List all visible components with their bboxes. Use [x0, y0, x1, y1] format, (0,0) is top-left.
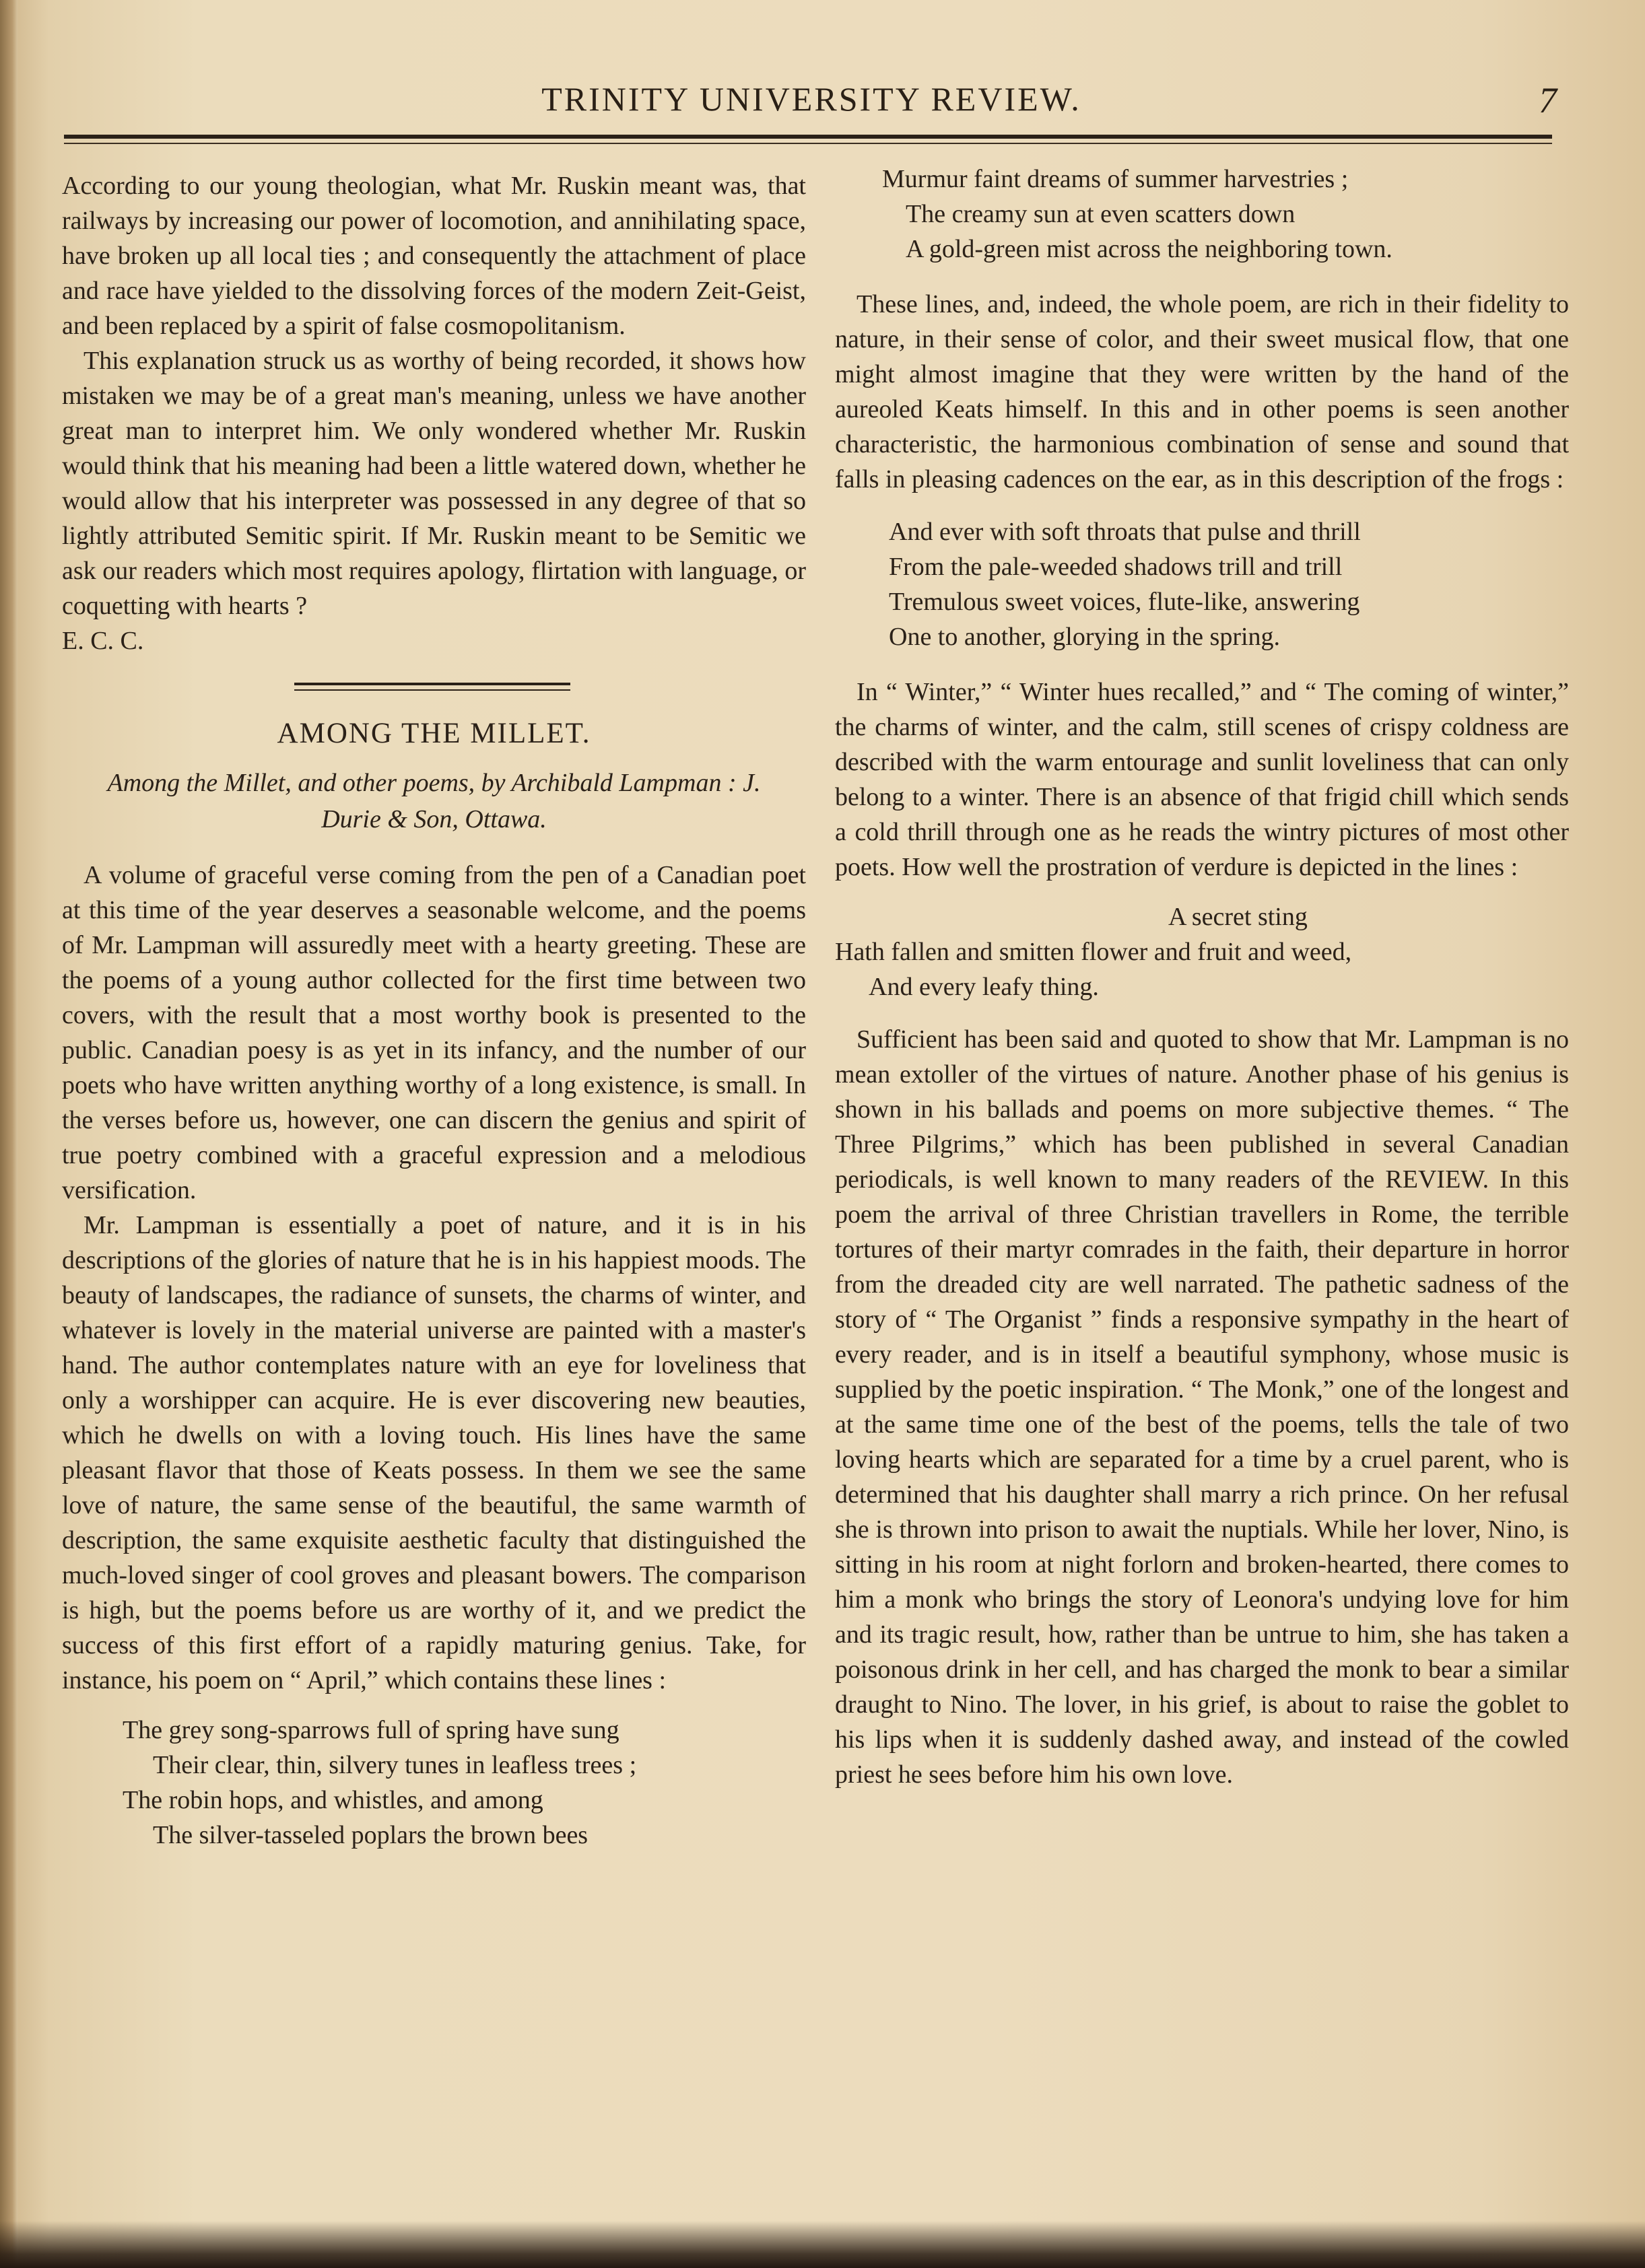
verse-line: The silver-tasseled poplars the brown bees	[153, 1821, 589, 1849]
page-shadow	[0, 2221, 1645, 2268]
paragraph: A volume of graceful verse coming from the pen of a Canadian poet at this time of the year deserves a seasonable welcome, and the poems of Mr. Lampman will assuredly meet with a hearty greeting. These are the poems of a young author collected for the first time between two covers, with the result that a most worthy book is presented to the public. Canadian poesy is as yet in its infancy, and the number of our poets who have written anything worthy of a long existence, is small. In the verses before us, however, one can discern the genius and spirit of true poetry combined with a graceful expression and a melodious versification.	[62, 861, 806, 1204]
paragraph: These lines, and, indeed, the whole poem, are rich in their fidelity to nature, in their sense of color, and their sweet musical flow, that one might almost imagine that they were written by the hand of the aureoled Keats himself. In this and in other poems is seen another characteristic, the harmonious combination of sense and sound that falls in pleasing cadences on the ear, as in this description of the frogs :	[835, 290, 1569, 493]
verse-block	[835, 514, 1569, 654]
paragraph: Mr. Lampman is essentially a poet of nature, and it is in his descriptions of the glories of nature that he is in his happiest moods. The beauty of landscapes, the radiance of sunsets, the charms of winter, and whatever is lovely in the material universe are painted with a master's hand. The author contemplates nature with an eye for loveliness that only a worshipper can acquire. He is ever discovering new beauties, which he dwells on with a loving touch. His lines have the same pleasant flavor that those of Keats possess. In them we see the same love of nature, the same sense of the beautiful, the same warmth of description, the same exquisite aesthetic faculty that distinguished the much-loved singer of cool groves and pleasant bowers. The comparison is high, but the poems before us are worthy of it, and we predict the success of this first effort of a rapidly maturing genius. Take, for instance, his poem on “ April,” which contains these lines :	[62, 1211, 806, 1694]
verse-line: The creamy sun at even scatters down	[906, 200, 1296, 228]
verse-block	[62, 1713, 806, 1853]
header-rule-thin	[64, 143, 1552, 144]
verse-line: Tremulous sweet voices, flute-like, answering	[889, 588, 1360, 616]
verse-block	[835, 899, 1569, 1004]
verse-line: One to another, glorying in the spring.	[889, 623, 1281, 651]
verse-block	[835, 162, 1569, 267]
verse-line: Their clear, thin, silvery tunes in leafless trees ;	[153, 1751, 637, 1779]
section-divider	[62, 683, 806, 697]
paragraph: Sufficient has been said and quoted to show that Mr. Lampman is no mean extoller of the virtues of nature. Another phase of his genius is shown in his ballads and poems on more subjective themes. “ The Three Pilgrims,” which has been published in several Canadian periodicals, is well known to many readers of the REVIEW. In this poem the arrival of three Christian travellers in Rome, the terrible tortures of their martyr comrades in the faith, their departure in horror from the dreaded city are well narrated. The pathetic sadness of the story of “ The Organist ” finds a responsive sympathy in the heart of every reader, and is in itself a beautiful symphony, whose music is supplied by the poetic inspiration. “ The Monk,” one of the longest and at the same time one of the best of the poems, tells the tale of two loving hearts which are separated for a time by a cruel parent, who is determined that his daughter shall marry a rich prince. On her refusal she is thrown into prison to await the nuptials. While her lover, Nino, is sitting in his room at night forlorn and broken-hearted, there comes to him a monk who brings the story of Leonora's undying love for him and its tragic result, how, rather than be untrue to him, she has taken a poisonous drink in her cell, and has charged the monk to bear a similar draught to Nino. The lover, in his grief, is about to raise the goblet to his lips when it is suddenly dashed away, and instead of the cowled priest he sees before him his own love.	[835, 1025, 1569, 1789]
left-column	[62, 168, 806, 1853]
verse-line: Murmur faint dreams of summer harvestries ;	[882, 165, 1349, 193]
running-header: TRINITY UNIVERSITY REVIEW.	[541, 80, 1081, 118]
verse-line: The grey song-sparrows full of spring have sung	[123, 1716, 619, 1744]
verse-line: From the pale-weeded shadows trill and trill	[889, 553, 1343, 581]
binding-edge	[0, 0, 18, 2268]
header-rule	[64, 135, 1552, 139]
verse-line: A secret sting	[1168, 903, 1308, 931]
book-citation: Among the Millet, and other poems, by Archibald Lampman : J. Durie & Son, Ottawa.	[107, 769, 761, 833]
page-number: 7	[1539, 80, 1557, 121]
section-title: AMONG THE MILLET.	[277, 718, 591, 749]
verse-line: A gold-green mist across the neighboring town.	[906, 235, 1392, 263]
verse-line: The robin hops, and whistles, and among	[123, 1786, 543, 1814]
verse-line: And every leafy thing.	[869, 973, 1099, 1001]
right-column	[835, 162, 1569, 1792]
author-signature: E. C. C.	[62, 627, 144, 655]
paragraph: This explanation struck us as worthy of being recorded, it shows how mistaken we may be of a great man's meaning, unless we have another great man to interpret him. We only wondered whether Mr. Ruskin would think that his meaning had been a little watered down, whether he would allow that his interpreter was possessed in any degree of that so lightly attributed Semitic spirit. If Mr. Ruskin meant to be Semitic we ask our readers which most requires apology, flirtation with language, or coquetting with hearts ?	[62, 347, 806, 620]
paragraph: In “ Winter,” “ Winter hues recalled,” and “ The coming of winter,” the charms of winter, and the calm, still scenes of crispy coldness are described with the warm entourage and sunlit loveliness that can only belong to a winter. There is an absence of that frigid chill which sends a cold thrill through one as he reads the wintry pictures of most other poets. How well the prostration of verdure is depicted in the lines :	[835, 678, 1569, 881]
paragraph: According to our young theologian, what Mr. Ruskin meant was, that railways by increasing our power of locomotion, and annihilating space, have broken up all local ties ; and consequently the attachment of place and race have yielded to the dissolving forces of the modern Zeit-Geist, and been replaced by a spirit of false cosmopolitanism.	[62, 172, 806, 340]
verse-line: And ever with soft throats that pulse and thrill	[889, 518, 1361, 546]
verse-line: Hath fallen and smitten flower and fruit and weed,	[835, 938, 1352, 966]
